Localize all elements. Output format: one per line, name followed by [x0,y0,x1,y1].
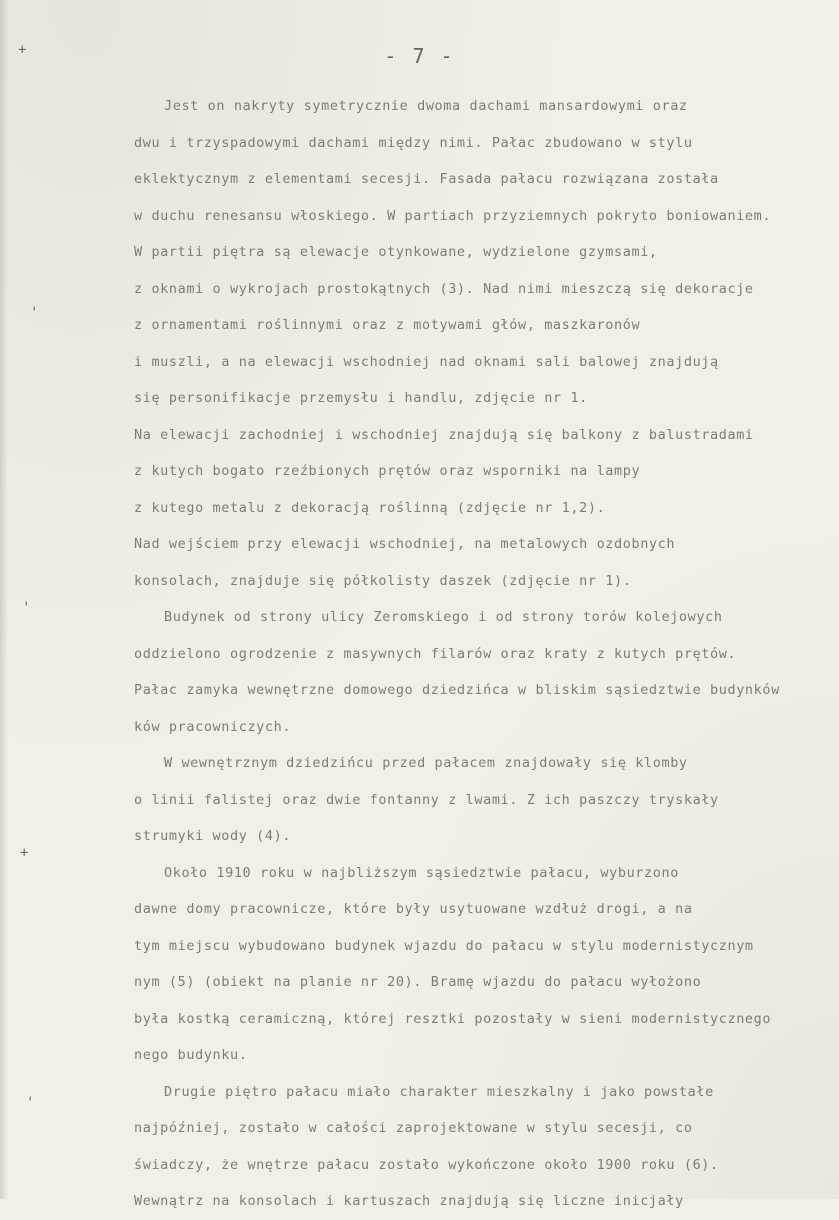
text-line: o linii falistej oraz dwie fontanny z lwami. Z ich paszczy tryskały [134,791,719,808]
text-line: nego budynku. [134,1047,248,1063]
text-line: Wewnątrz na konsolach i kartuszach znajdują się liczne inicjały [134,1193,684,1209]
text-line: z kutych bogato rzeźbionych prętów oraz wsporniki na lampy [134,463,641,479]
text-line: najpóźniej, zostało w całości zaprojektowane w stylu secesji, co [134,1120,693,1136]
text-line: Jest on nakryty symetrycznie dwoma dachami mansardowymi oraz [164,98,688,114]
text-line: z kutego metalu z dekoracją roślinną (zdjęcie nr 1,2). [134,499,606,516]
text-line: była kostką ceramiczną, której resztki pozostały w sieni modernistycznego [134,1010,772,1027]
text-line: Nad wejściem przy elewacji wschodniej, na metalowych ozdobnych [134,536,676,552]
text-line: w duchu renesansu włoskiego. W partiach przyziemnych pokryto boniowaniem. [134,207,772,224]
text-line: świadczy, że wnętrze pałacu zostało wykończone około 1900 roku (6). [134,1156,719,1173]
typewritten-text [134,88,814,1220]
text-line: się personifikacje przemysłu i handlu, zdjęcie nr 1. [134,390,588,406]
text-line: dawne domy pracownicze, które były usytuowane wzdłuż drogi, a na [134,901,693,917]
margin-mark: + [20,845,29,861]
text-line: konsolach, znajduje się półkolisty daszek (zdjęcie nr 1). [134,572,632,589]
page-edge-shadow [0,0,8,1199]
margin-mark: ' [30,305,39,321]
text-line: dwu i trzyspadowymi dachami między nimi. Pałac zbudowano w stylu [134,134,693,151]
text-line: W partii piętra są elewacje otynkowane, wydzielone gzymsami, [134,244,658,260]
margin-mark: ' [22,600,31,616]
page-number: - 7 - [384,44,455,68]
text-line: ków pracowniczych. [134,718,292,735]
text-line: tym miejscu wybudowano budynek wjazdu do pałacu w stylu modernistycznym [134,937,754,954]
margin-mark: ' [26,1095,35,1111]
text-line: strumyki wody (4). [134,828,292,844]
text-line: nym (5) (obiekt na planie nr 20). Bramę wjazdu do pałacu wyłożono [134,974,702,990]
text-line: z oknami o wykrojach prostokątnych (3). Nad nimi mieszczą się dekoracje [134,280,754,297]
text-line: Drugie piętro pałacu miało charakter mieszkalny i jako powstałe [164,1083,714,1100]
text-line: oddzielono ogrodzenie z masywnych filarów oraz kraty z kutych prętów. [134,645,737,662]
text-line: Budynek od strony ulicy Zeromskiego i od strony torów kolejowych [164,609,723,625]
text-line: Około 1910 roku w najbliższym sąsiedztwie pałacu, wyburzono [164,864,679,881]
text-line: z ornamentami roślinnymi oraz z motywami głów, maszkaronów [134,317,641,333]
text-line: W wewnętrznym dziedzińcu przed pałacem znajdowały się klomby [164,755,688,771]
margin-mark: + [18,42,27,58]
text-line: i muszli, a na elewacji wschodniej nad oknami sali balowej znajdują [134,353,719,370]
text-line: Na elewacji zachodniej i wschodniej znajdują się balkony z balustradami [134,426,754,443]
text-line: Pałac zamyka wewnętrzne domowego dziedzińca w bliskim sąsiedztwie budynków [134,682,780,698]
text-line: eklektycznym z elementami secesji. Fasada pałacu rozwiązana została [134,171,719,187]
